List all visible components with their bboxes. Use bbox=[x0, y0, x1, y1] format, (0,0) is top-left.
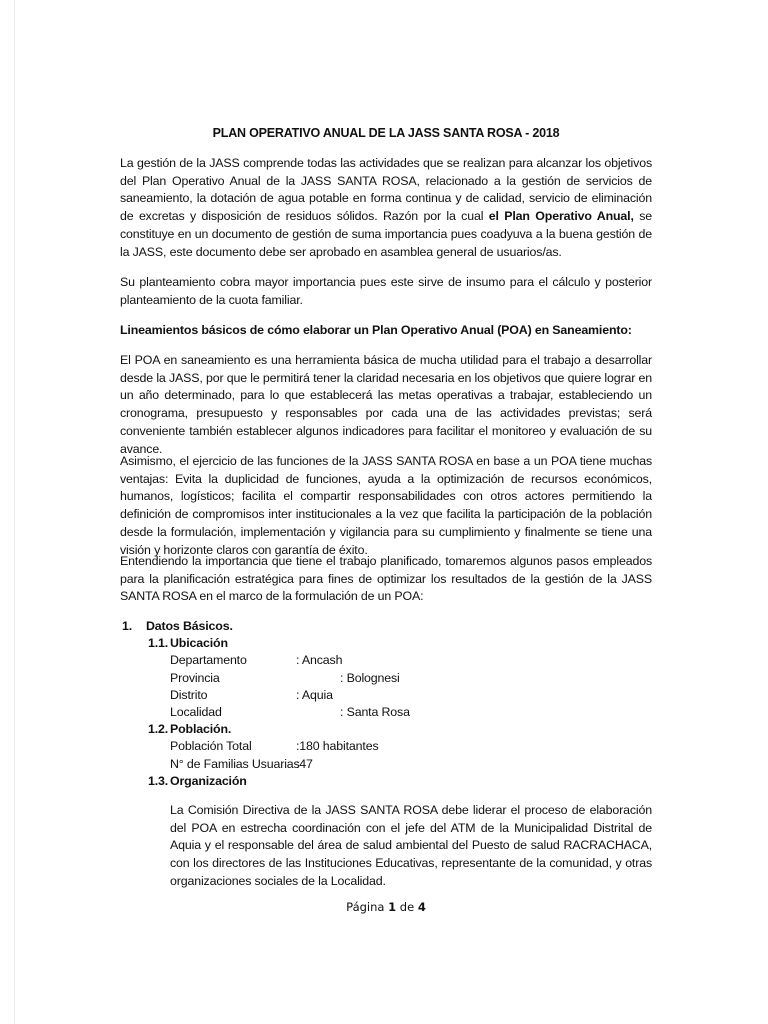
section-1-1-heading: Ubicación bbox=[170, 636, 228, 651]
paragraph-2: Su planteamiento cobra mayor importancia pues este sirve de insumo para el cálculo y posterior planteamiento de la cuota familiar. bbox=[120, 275, 652, 307]
location-value: : Ancash bbox=[296, 653, 343, 668]
intro-text-1: La gestión de la JASS comprende todas las actividades que se realizan para alcanzar los objetivos del Plan Operativo Anual de la JASS SANTA ROSA, relacionado a la gestión de servicios de saneamiento, la dotación de agua potable en forma continua y de calidad, servicio de eliminación de excretas y disposición de residuos sólidos. Razón por la cual bbox=[120, 156, 652, 224]
section-1-3-number: 1.3. bbox=[148, 773, 169, 788]
population-row bbox=[120, 738, 652, 755]
section-1-3-heading-row bbox=[120, 773, 652, 790]
document-title: PLAN OPERATIVO ANUAL DE LA JASS SANTA ROSA - 2018 bbox=[212, 126, 560, 140]
section-1-2-heading-row bbox=[120, 721, 652, 738]
location-value: : Aquia bbox=[296, 687, 333, 702]
section-1-1-heading-row bbox=[120, 635, 652, 652]
footer-of-label: de bbox=[399, 900, 415, 914]
population-value: :180 habitantes bbox=[296, 739, 379, 754]
intro-paragraph bbox=[120, 155, 652, 261]
location-label: Provincia bbox=[170, 670, 220, 685]
section-1-2-heading: Población. bbox=[170, 722, 232, 737]
section-1-heading: Datos Básicos. bbox=[146, 619, 233, 633]
intro-text-2: se constituye en un documento de gestión de suma importancia pues coadyuva a la buena gestión de la JASS, este documento debe ser aprobado en asamblea general de usuarios/as. bbox=[120, 209, 652, 259]
location-label: Localidad bbox=[170, 704, 222, 719]
footer-total-pages: 4 bbox=[417, 900, 426, 914]
section-subtitle: Lineamientos básicos de cómo elaborar un Plan Operativo Anual (POA) en Saneamiento: bbox=[120, 323, 632, 337]
paragraph-4: Asimismo, el ejercicio de las funciones de la JASS SANTA ROSA en base a un POA tiene muchas ventajas: Evita la duplicidad de funciones, ayuda a la optimización de recursos económicos, humanos, logísticos; facilita el compartir responsabilidades con otros actores permitiendo la definición de compromisos inter institucionales a la vez que facilita la participación de la población desde la formulación, implementación y vigilancia para su cumplimiento y finalmente se tiene una visión y horizonte claros con garantía de éxito. bbox=[120, 454, 652, 557]
footer-page-label: Página bbox=[346, 900, 385, 914]
section-1-2-number: 1.2. bbox=[148, 722, 169, 737]
page-footer bbox=[120, 900, 652, 914]
paragraph-5: Entendiendo la importancia que tiene el trabajo planificado, tomaremos algunos pasos empleados para la planificación estratégica para fines de optimizar los resultados de la gestión de la JASS SANTA ROSA en el marco de la formulación de un POA: bbox=[120, 554, 652, 604]
section-1-1-number: 1.1. bbox=[148, 636, 169, 651]
section-1-3-heading: Organización bbox=[170, 773, 247, 788]
population-row bbox=[120, 756, 652, 773]
organization-paragraph: La Comisión Directiva de la JASS SANTA ROSA debe liderar el proceso de elaboración del POA en estrecha coordinación con el jefe del ATM de la Municipalidad Distrital de Aquia y el responsable del área de salud ambiental del Puesto de salud RACRACHACA, con los directores de las Instituciones Educativas, representante de la comunidad, y otras organizaciones sociales de la Localidad. bbox=[170, 803, 652, 888]
population-label: Población Total bbox=[170, 739, 252, 754]
location-row bbox=[120, 652, 652, 669]
section-1-list bbox=[120, 618, 652, 790]
intro-bold-text: el Plan Operativo Anual, bbox=[488, 209, 634, 224]
population-label: N° de Familias Usuarias bbox=[170, 756, 300, 771]
page-edge bbox=[14, 0, 15, 1024]
population-value: :47 bbox=[296, 756, 313, 771]
paragraph-3: El POA en saneamiento es una herramienta básica de mucha utilidad para el trabajo a desarrollar desde la JASS, por que le permitirá tener la claridad necesaria en los objetivos que quiere lograr en un año determinado, para lo que establecerá las metas operativas a trabajar, estableciendo un cronograma, presupuesto y responsables por cada una de las actividades previstas; será conveniente también establecer algunos indicadores para facilitar el monitoreo y evaluación de su avance. bbox=[120, 353, 652, 456]
section-1-heading-row bbox=[120, 618, 652, 635]
location-value: : Santa Rosa bbox=[340, 704, 410, 719]
location-row bbox=[120, 670, 652, 687]
section-1-number: 1. bbox=[122, 619, 133, 633]
location-row bbox=[120, 704, 652, 721]
location-value: : Bolognesi bbox=[340, 670, 400, 685]
location-row bbox=[120, 687, 652, 704]
location-label: Departamento bbox=[170, 653, 247, 668]
location-label: Distrito bbox=[170, 687, 208, 702]
footer-current-page: 1 bbox=[388, 900, 397, 914]
